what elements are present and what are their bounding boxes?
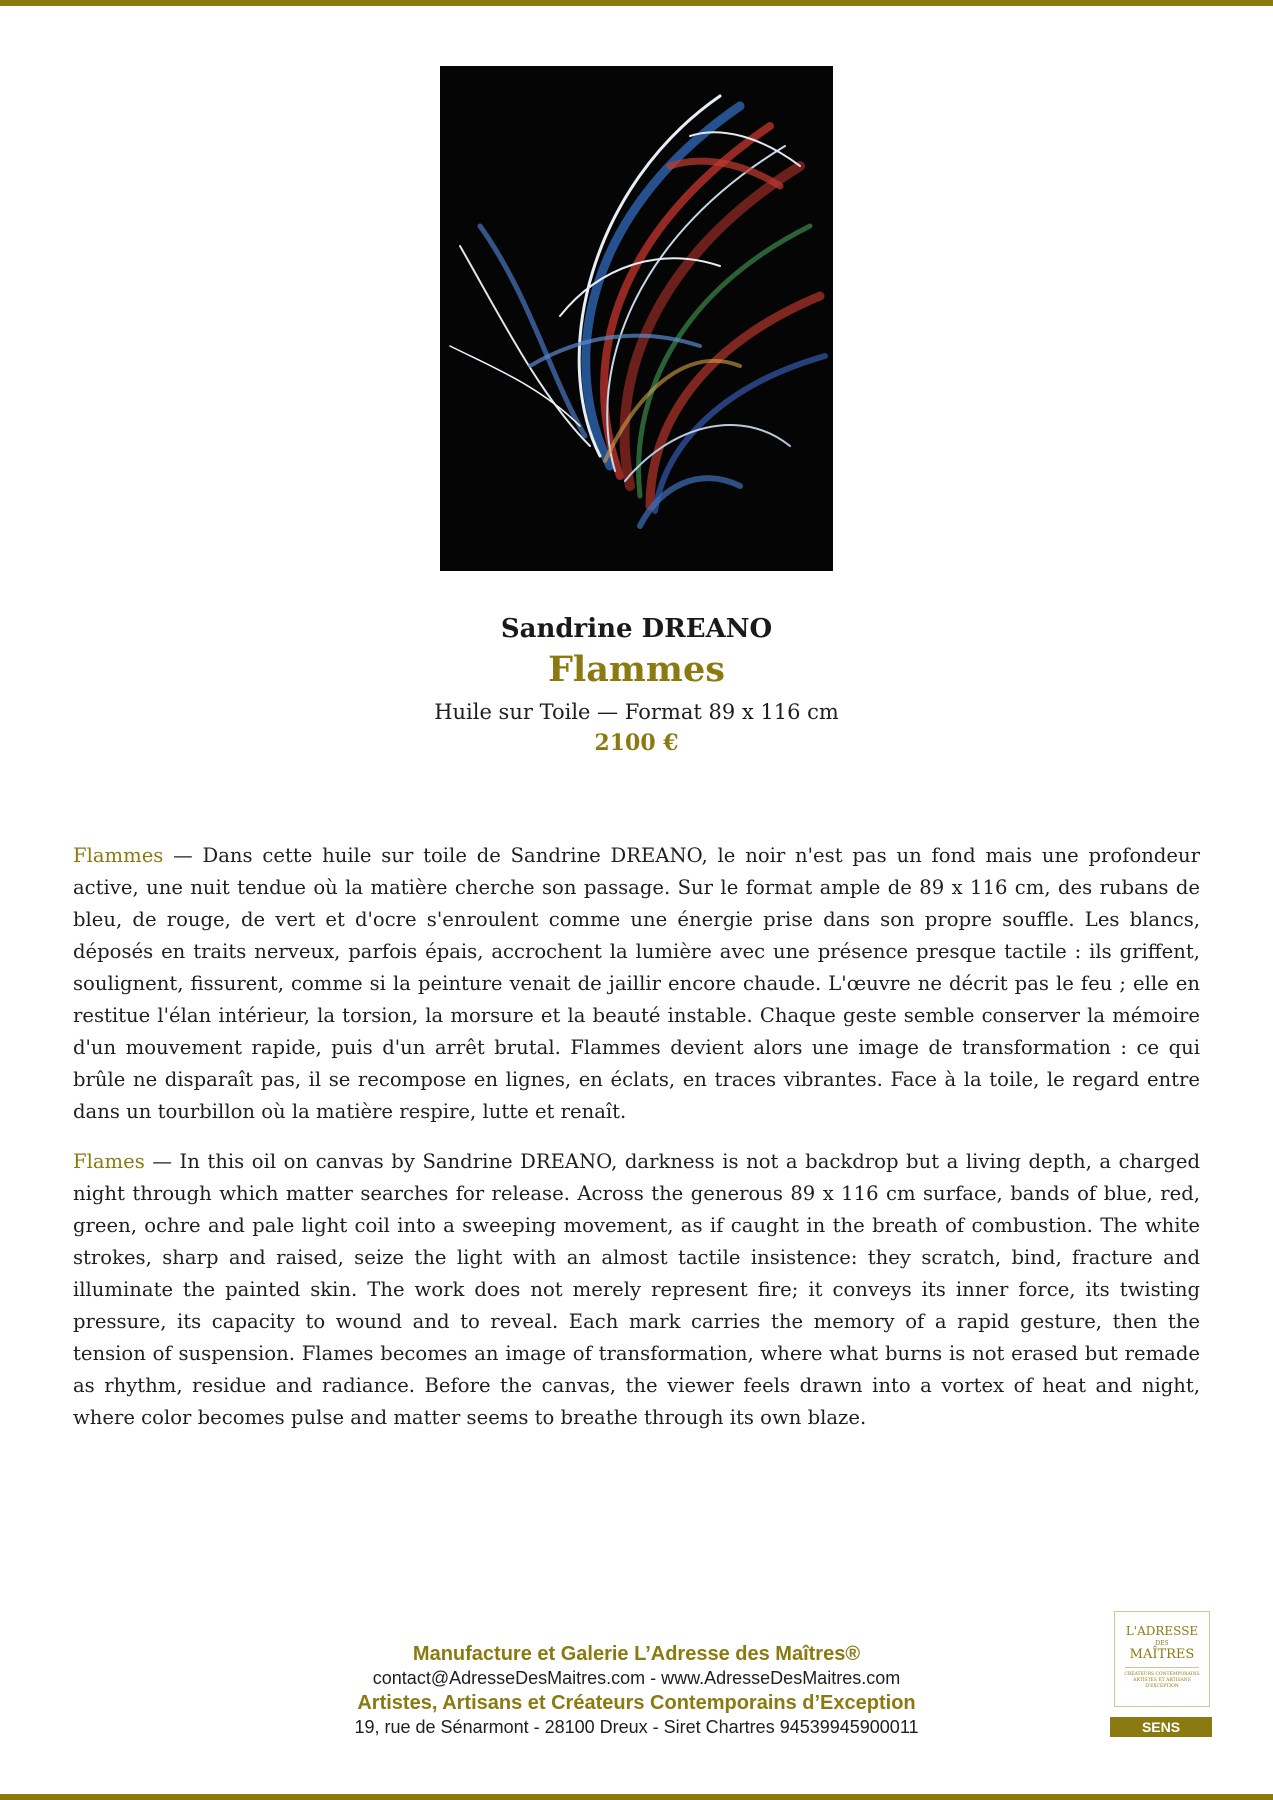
artwork-price: 2100 € xyxy=(594,730,679,756)
gallery-logo xyxy=(1114,1611,1210,1707)
description-english-lead: Flames xyxy=(73,1150,145,1173)
artwork-image xyxy=(440,66,833,571)
logo-line-1: L'ADRESSE xyxy=(1125,1624,1199,1638)
description-french-lead: Flammes xyxy=(73,844,164,867)
description-english-body: — In this oil on canvas by Sandrine DREANO, darkness is not a backdrop but a living depth, a charged night through which matter searches for release. Across the generous 89 x 116 cm surface, bands of blue, red, green, ochre and pale light coil into a sweeping movement, as if caught in the breath of combustion. The white strokes, sharp and raised, seize the light with an almost tactile insistence: they scratch, bind, fracture and illuminate the painted skin. The work does not merely represent fire; it conveys its inner force, its twisting pressure, its capacity to wound and to reveal. Each mark carries the memory of a rapid gesture, then the tension of suspension. Flames becomes an image of transformation, where what burns is not erased but remade as rhythm, residue and radiance. Before the canvas, the viewer feels drawn into a vortex of heat and night, where color becomes pulse and matter seems to breathe through its own blaze. xyxy=(73,1150,1200,1429)
logo-divider xyxy=(1125,1667,1199,1668)
description-english xyxy=(73,1146,1200,1434)
description-french xyxy=(73,840,1200,1128)
artist-name: Sandrine DREANO xyxy=(500,614,773,644)
logo-line-4: CRÉATEURS CONTEMPORAINS ARTISTES ET ARTISANS D'EXCEPTION xyxy=(1124,1672,1200,1689)
artwork-header xyxy=(0,612,1273,758)
bottom-border xyxy=(0,1794,1273,1800)
address-line: 19, rue de Sénarmont - 28100 Dreux - Siret Chartres 94539945900011 xyxy=(354,1717,919,1737)
logo-tag-badge: SENS xyxy=(1110,1717,1212,1737)
painting-illustration xyxy=(440,66,833,571)
artwork-title: Flammes xyxy=(548,649,725,690)
top-border xyxy=(0,0,1273,6)
gallery-name: Manufacture et Galerie L’Adresse des Maîtres® xyxy=(412,1643,861,1665)
contact-line: contact@AdresseDesMaitres.com - www.AdresseDesMaitres.com xyxy=(372,1668,901,1688)
logo-line-2: DES xyxy=(1155,1640,1169,1647)
logo-line-3: MAÎTRES xyxy=(1129,1647,1195,1662)
description-french-body: — Dans cette huile sur toile de Sandrine DREANO, le noir n'est pas un fond mais une profondeur active, une nuit tendue où la matière cherche son passage. Sur le format ample de 89 x 116 cm, des rubans de bleu, de rouge, de vert et d'ocre s'enroulent comme une énergie prise dans son propre souffle. Les blancs, déposés en traits nerveux, parfois épais, accrochent la lumière avec une présence presque tactile : ils griffent, soulignent, fissurent, comme si la peinture venait de jaillir encore chaude. L'œuvre ne décrit pas le feu ; elle en restitue l'élan intérieur, la torsion, la morsure et la beauté instable. Chaque geste semble conserver la mémoire d'un mouvement rapide, puis d'un arrêt brutal. Flammes devient alors une image de transformation : ce qui brûle ne disparaît pas, il se recompose en lignes, en éclats, en traces vibrantes. Face à la toile, le regard entre dans un tourbillon où la matière respire, lutte et renaît. xyxy=(73,844,1200,1123)
artwork-medium: Huile sur Toile — Format 89 x 116 cm xyxy=(434,700,839,724)
footer xyxy=(250,1641,1023,1739)
gallery-tagline: Artistes, Artisans et Créateurs Contemporains d’Exception xyxy=(357,1692,916,1714)
